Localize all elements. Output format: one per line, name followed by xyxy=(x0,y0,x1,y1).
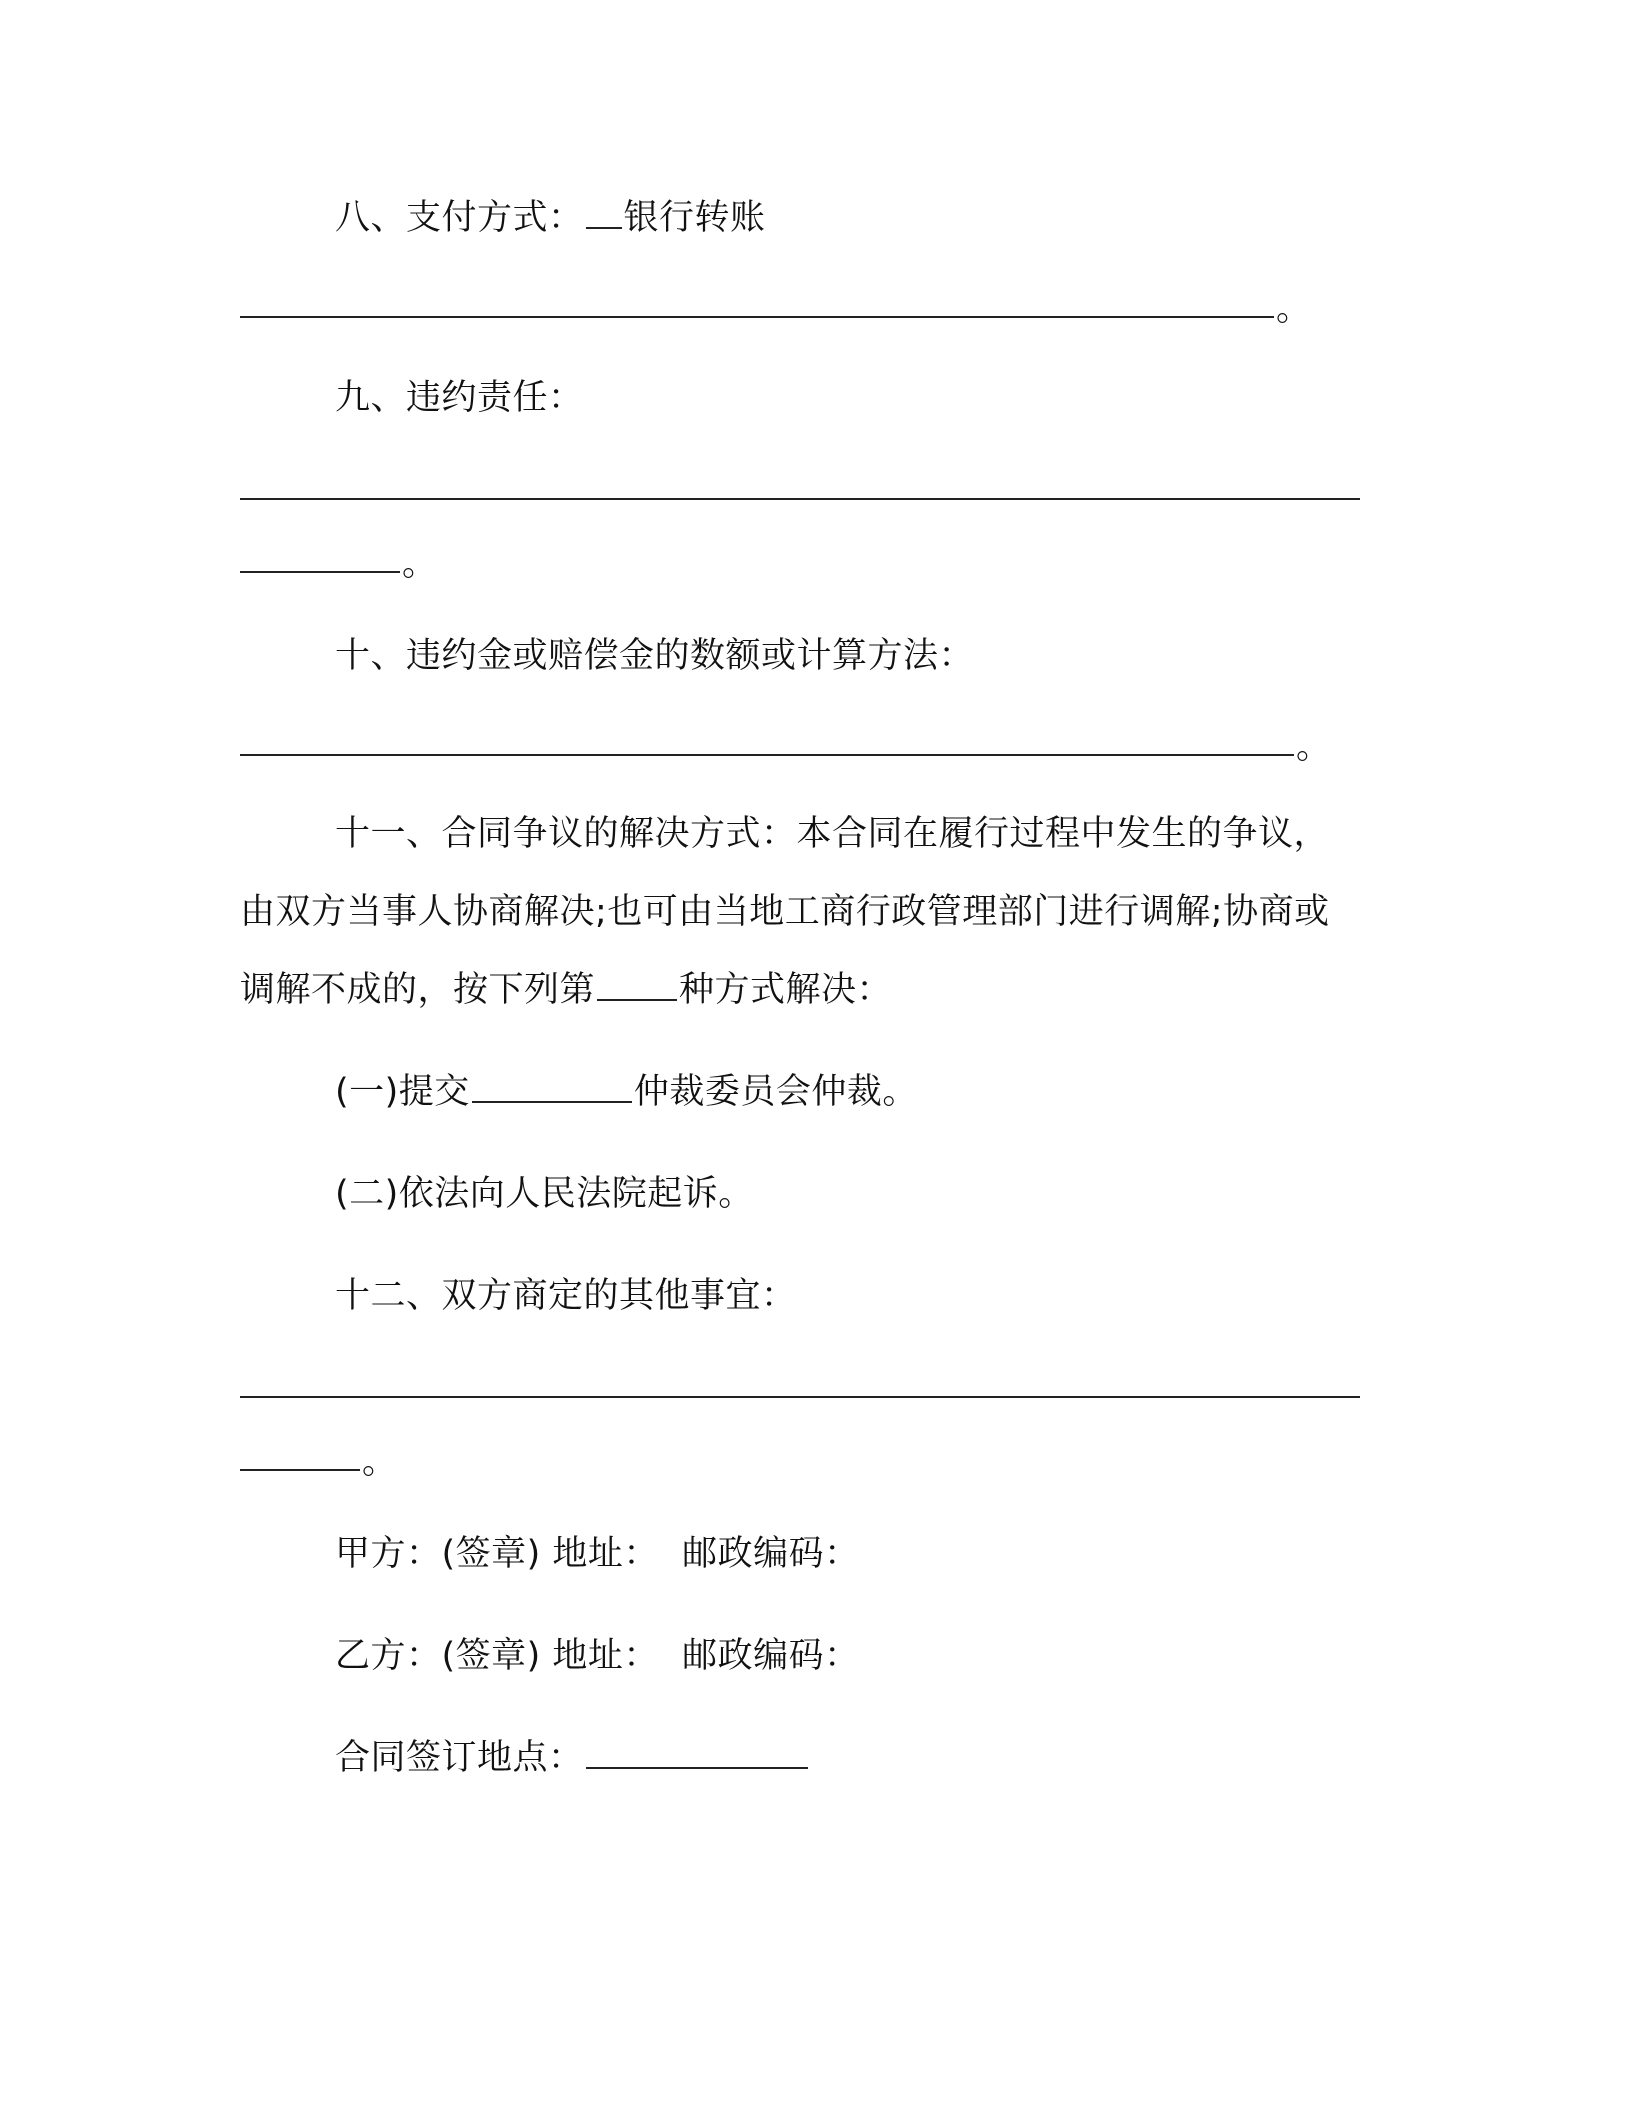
dispute-option-1 xyxy=(335,1066,918,1118)
signing-place xyxy=(335,1732,810,1784)
signing-place-label: 合同签订地点： xyxy=(335,1738,584,1778)
section-11-line-3-start: 调解不成的，按下列第 xyxy=(240,970,596,1010)
party-a-signature: 甲方：(签章) 地址： 邮政编码： xyxy=(335,1534,860,1574)
section-12-blank-line-2 xyxy=(240,1469,360,1471)
section-12-blank-line-1 xyxy=(240,1396,1360,1398)
payment-blank-short xyxy=(586,197,622,229)
dispute-option-1-end: 仲裁委员会仲裁。 xyxy=(633,1072,918,1112)
payment-method-value: 银行转账 xyxy=(623,198,766,238)
section-9-blank-line-2 xyxy=(240,571,400,573)
party-b-signature: 乙方：(签章) 地址： 邮政编码： xyxy=(335,1636,860,1676)
section-9-liability: 九、违约责任： xyxy=(335,378,584,418)
section-12-period: 。 xyxy=(362,1442,398,1482)
dispute-method-number-blank xyxy=(597,969,677,1001)
section-8-blank-line xyxy=(240,316,1274,318)
section-9-blank-line-1 xyxy=(240,498,1360,500)
arbitration-committee-blank xyxy=(472,1071,632,1103)
section-9-period: 。 xyxy=(402,544,438,584)
section-11-line-3-end: 种方式解决： xyxy=(679,970,893,1010)
section-10-penalty: 十、违约金或赔偿金的数额或计算方法： xyxy=(335,636,975,676)
dispute-option-2: (二)依法向人民法院起诉。 xyxy=(335,1174,754,1214)
section-11-line-2: 由双方当事人协商解决;也可由当地工商行政管理部门进行调解;协商或 xyxy=(240,892,1330,932)
dispute-option-1-start: (一)提交 xyxy=(335,1072,470,1112)
signing-place-blank xyxy=(586,1737,808,1769)
section-8-label: 八、支付方式： xyxy=(335,198,584,238)
section-11-line-3 xyxy=(240,964,892,1016)
section-10-blank-line xyxy=(240,754,1294,756)
section-8-payment xyxy=(335,192,766,244)
section-11-line-1: 十一、合同争议的解决方式：本合同在履行过程中发生的争议， xyxy=(335,814,1330,854)
section-10-period: 。 xyxy=(1296,727,1332,767)
section-8-period: 。 xyxy=(1276,289,1312,329)
section-12-other-matters: 十二、双方商定的其他事宜： xyxy=(335,1276,797,1316)
